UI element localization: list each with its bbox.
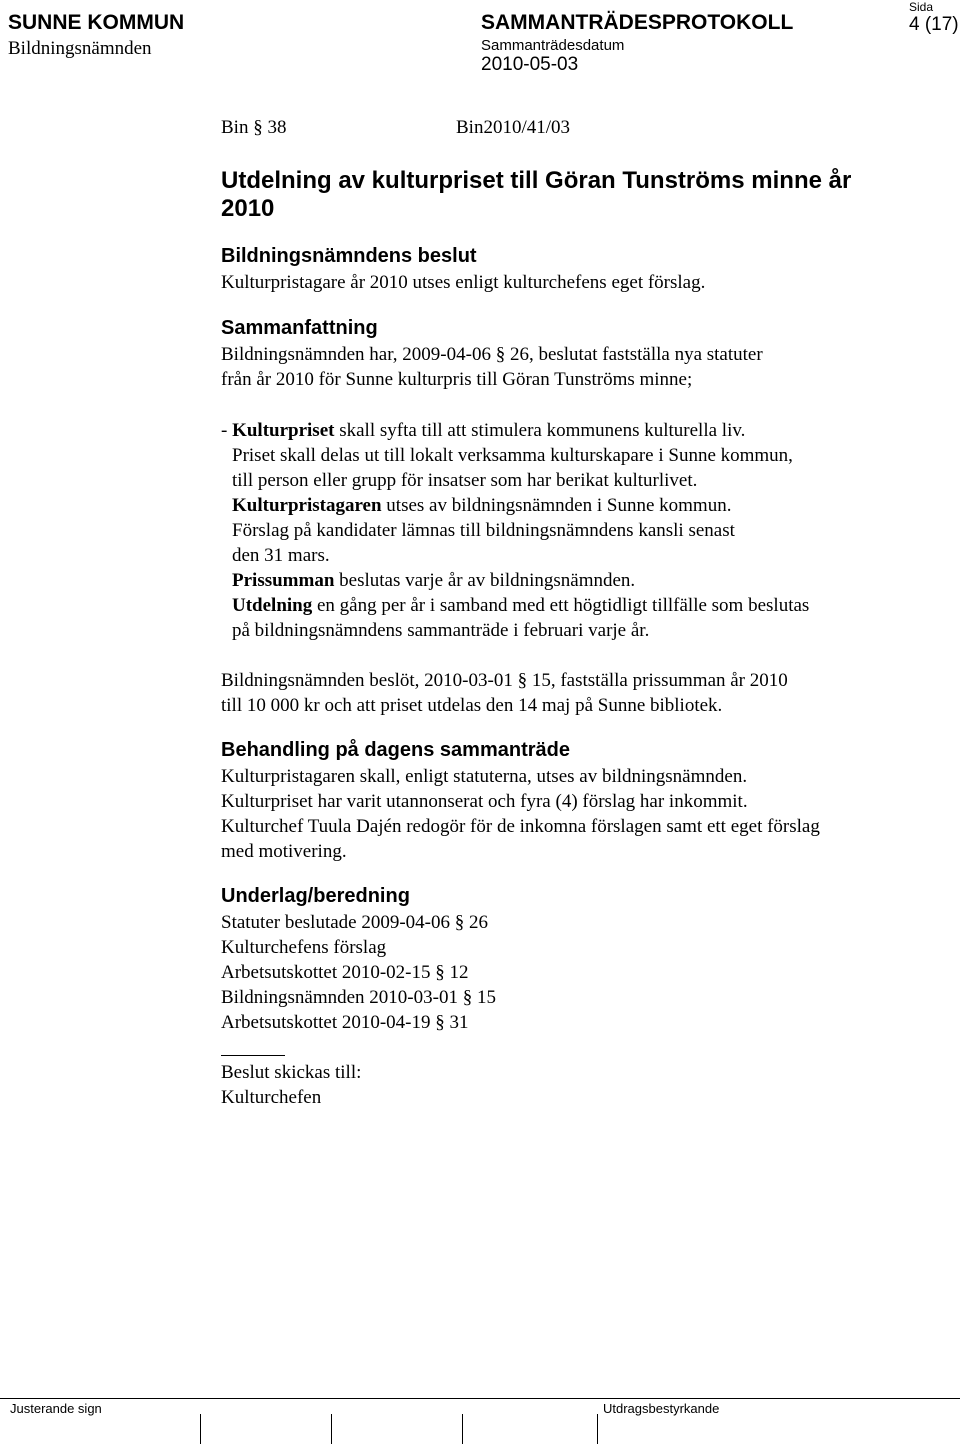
summary-line: från år 2010 för Sunne kulturpris till Göran Tunströms minne; (221, 369, 693, 390)
basis-item: Arbetsutskottet 2010-02-15 § 12 (221, 962, 469, 983)
date-label: Sammanträdesdatum (481, 37, 625, 54)
decision-heading: Bildningsnämndens beslut (221, 245, 477, 267)
signature-box-divider (200, 1414, 201, 1444)
handling-line: Kulturchef Tuula Dajén redogör för de inkomna förslagen samt ett eget förslag (221, 816, 820, 837)
basis-item: Statuter beslutade 2009-04-06 § 26 (221, 912, 489, 933)
basis-heading: Underlag/beredning (221, 885, 410, 907)
signature-label: Justerande sign (10, 1401, 102, 1416)
case-number: Bin2010/41/03 (456, 117, 571, 138)
signature-box-divider (462, 1414, 463, 1444)
extract-label: Utdragsbestyrkande (603, 1401, 720, 1416)
purpose-prefix: - (221, 420, 233, 441)
statute-rest: en gång per år i samband med ett högtidligt tillfälle som beslutas (312, 595, 810, 616)
basis-item: Bildningsnämnden 2010-03-01 § 15 (221, 987, 496, 1008)
sent-to-label: Beslut skickas till: (221, 1062, 362, 1083)
handling-line: Kulturpristagaren skall, enligt statuterna, utses av bildningsnämnden. (221, 766, 748, 787)
prize-line: Bildningsnämnden beslöt, 2010-03-01 § 15, fastställa prissumman år 2010 (221, 670, 788, 691)
statute-line (232, 493, 731, 518)
paragraph-ref: Bin § 38 (221, 117, 287, 138)
statute-line: Förslag på kandidater lämnas till bildningsnämndens kansli senast (232, 520, 735, 541)
document-type: SAMMANTRÄDESPROTOKOLL (481, 11, 794, 34)
handling-heading: Behandling på dagens sammanträde (221, 739, 570, 761)
statute-rest: beslutas varje år av bildningsnämnden. (334, 570, 636, 591)
statute-line (232, 593, 809, 618)
statute-line: på bildningsnämndens sammanträde i februari varje år. (232, 620, 650, 641)
purpose-rest: skall syfta till att stimulera kommunens kulturella liv. (334, 420, 746, 441)
statute-line (232, 568, 635, 593)
summary-line: Bildningsnämnden har, 2009-04-06 § 26, beslutat fastställa nya statuter (221, 344, 763, 365)
purpose-bold: Kulturpriset (232, 420, 335, 441)
statute-bold: Prissumman (232, 570, 335, 591)
statute-rest: utses av bildningsnämnden i Sunne kommun. (381, 495, 732, 516)
summary-heading: Sammanfattning (221, 317, 378, 339)
sent-to-recipient: Kulturchefen (221, 1087, 322, 1108)
basis-item: Arbetsutskottet 2010-04-19 § 31 (221, 1012, 469, 1033)
basis-item: Kulturchefens förslag (221, 937, 387, 958)
prize-line: till 10 000 kr och att priset utdelas den 14 maj på Sunne bibliotek. (221, 695, 723, 716)
purpose-line (221, 418, 745, 443)
statute-bold: Utdelning (232, 595, 313, 616)
page-title: Utdelning av kulturpriset till Göran Tunströms minne år 2010 (221, 167, 852, 222)
statute-bold: Kulturpristagaren (232, 495, 382, 516)
committee-name: Bildningsnämnden (8, 38, 152, 59)
separator-line (221, 1055, 285, 1056)
statute-line: Priset skall delas ut till lokalt verksamma kulturskapare i Sunne kommun, (232, 445, 793, 466)
page-label: Sida (909, 0, 934, 14)
statute-line: den 31 mars. (232, 545, 330, 566)
footer-divider (0, 1398, 960, 1399)
decision-text: Kulturpristagare år 2010 utses enligt kulturchefens eget förslag. (221, 272, 706, 293)
org-name: SUNNE KOMMUN (8, 11, 185, 34)
handling-line: Kulturpriset har varit utannonserat och fyra (4) förslag har inkommit. (221, 791, 748, 812)
handling-line: med motivering. (221, 841, 347, 862)
page-number: 4 (17) (909, 14, 959, 35)
signature-box-divider (597, 1414, 598, 1444)
signature-box-divider (331, 1414, 332, 1444)
statute-line: till person eller grupp för insatser som har berikat kulturlivet. (232, 470, 698, 491)
meeting-date: 2010-05-03 (481, 54, 579, 75)
